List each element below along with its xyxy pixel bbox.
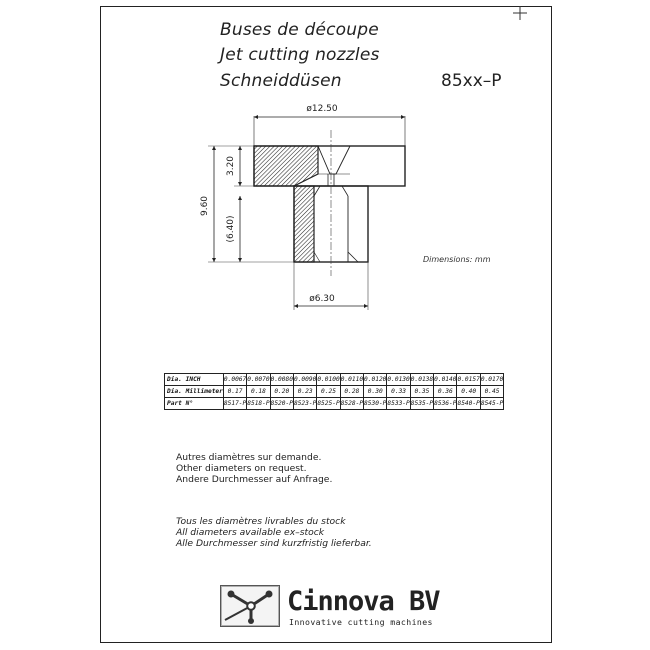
product-code: 85xx–P [441, 71, 502, 91]
note-line-en: Other diameters on request. [176, 463, 307, 474]
table-cell: 0.0110 [340, 374, 363, 386]
table-cell: 8525-P [317, 398, 340, 410]
logo-mark-icon [219, 584, 285, 628]
table-cell: 8523-P [293, 398, 316, 410]
table-cell: 8528-P [340, 398, 363, 410]
table-cell: 8530-P [364, 398, 387, 410]
notes-stock [176, 516, 372, 549]
table-cell: 8540-P [457, 398, 480, 410]
table-cell: 0.0120 [364, 374, 387, 386]
table-row-part [165, 398, 504, 410]
table-cell: 0.0100 [317, 374, 340, 386]
note-line-fr: Autres diamètres sur demande. [176, 452, 322, 463]
table-cell: 0.0130 [387, 374, 410, 386]
label-bore-depth: (6.40) [226, 215, 236, 243]
label-total-height: 9.60 [200, 195, 210, 217]
table-cell: 0.40 [457, 386, 480, 398]
logo-tagline: Innovative cutting machines [289, 617, 433, 627]
table-cell: 0.0067 [223, 374, 246, 386]
table-cell: 0.0140 [434, 374, 457, 386]
label-shank-diameter: ø6.30 [309, 294, 335, 304]
row-label-mm: Dia. Millimeter [165, 386, 224, 398]
units-note: Dimensions: mm [423, 255, 491, 264]
row-label-part: Part N° [165, 398, 224, 410]
table-cell: 0.0070 [247, 374, 270, 386]
table-cell: 0.35 [410, 386, 433, 398]
table-cell: 0.20 [270, 386, 293, 398]
table-cell: 0.0090 [293, 374, 316, 386]
table-cell: 8520-P [270, 398, 293, 410]
title-german: Schneiddüsen [220, 71, 342, 91]
table-cell: 0.28 [340, 386, 363, 398]
table-cell: 0.0080 [270, 374, 293, 386]
table-cell: 8533-P [387, 398, 410, 410]
label-outer-diameter: ø12.50 [306, 104, 338, 114]
table-cell: 0.0138 [410, 374, 433, 386]
title-french: Buses de découpe [220, 20, 379, 40]
table-cell: 8545-P [480, 398, 503, 410]
table-cell: 0.0170 [480, 374, 503, 386]
note-line-de: Andere Durchmesser auf Anfrage. [176, 474, 333, 485]
row-label-inch: Dia. INCH [165, 374, 224, 386]
table-cell: 8518-P [247, 398, 270, 410]
table-cell: 0.0157 [457, 374, 480, 386]
note-line-fr: Tous les diamètres livrables du stock [176, 516, 346, 527]
title-english: Jet cutting nozzles [220, 45, 380, 65]
table-cell: 0.45 [480, 386, 503, 398]
table-cell: 0.33 [387, 386, 410, 398]
notes-other-diameters [176, 452, 332, 485]
table-cell: 8517-P [223, 398, 246, 410]
table-cell: 0.36 [434, 386, 457, 398]
table-row-inch [165, 374, 504, 386]
table-cell: 8535-P [410, 398, 433, 410]
note-line-en: All diameters available ex–stock [176, 527, 325, 538]
company-logo [219, 584, 444, 628]
nozzle-spec-table [164, 373, 504, 410]
table-cell: 0.30 [364, 386, 387, 398]
table-cell: 8536-P [434, 398, 457, 410]
logo-company-name: Cinnova BV [287, 586, 440, 617]
table-cell: 0.18 [247, 386, 270, 398]
label-head-height: 3.20 [226, 155, 236, 177]
table-row-mm [165, 386, 504, 398]
note-line-de: Alle Durchmesser sind kurzfristig lieferbar. [176, 538, 372, 549]
table-cell: 0.17 [223, 386, 246, 398]
hatched-section-shank [294, 186, 314, 262]
table-cell: 0.25 [317, 386, 340, 398]
table-cell: 0.23 [293, 386, 316, 398]
